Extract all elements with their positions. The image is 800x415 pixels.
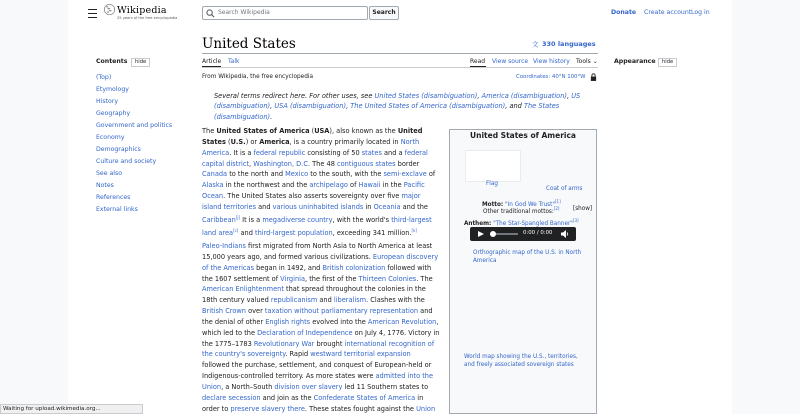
create-account-link[interactable]: Create account: [644, 9, 692, 16]
donate-link[interactable]: Donate: [611, 9, 637, 16]
toc-item-government[interactable]: Government and politics: [96, 122, 173, 129]
languages-button[interactable]: 330 languages: [542, 40, 596, 48]
link-liberalism[interactable]: liberalism: [333, 296, 367, 305]
main-menu-icon[interactable]: [88, 9, 97, 20]
hatnote-link-tusa[interactable]: The United States of America (disambiguation): [350, 102, 506, 111]
toc-item-geography[interactable]: Geography: [96, 110, 131, 117]
tabs-divider: [202, 67, 598, 68]
link-recognition[interactable]: international recognition of the country's sovereignty: [202, 339, 435, 359]
link-european-discovery[interactable]: European discovery of the Americas: [202, 252, 439, 272]
link-alaska[interactable]: Alaska: [202, 181, 224, 190]
wikipedia-globe-logo-icon[interactable]: [103, 3, 116, 16]
link-archipelago[interactable]: archipelago: [309, 181, 348, 190]
toc-item-notes[interactable]: Notes: [96, 182, 114, 189]
link-paleo-indians[interactable]: Paleo-Indians: [202, 242, 246, 250]
left-gutter: [0, 0, 68, 414]
link-federal-capital-district[interactable]: federal capital district: [202, 148, 428, 168]
link-washington-dc[interactable]: Washington, D.C.: [253, 159, 311, 168]
link-states[interactable]: states: [361, 148, 382, 157]
lead-paragraph-2: Paleo-Indians first migrated from North Asia to North America at least 15,000 years ago, and formed various civilizations. European discovery of the Americas began in 1492, and British colonization followed with the 1607 settlement of Virginia, the first of the Thirteen Colonies. The American Enlightenment that spread throughout the colonies in the 18th century valued republicanism and liberalism. Clashes with the British Crown over taxation without parliamentary representation and the denial of other English rights evolved into the American Revolution, which led to the Declaration of Independence on July 4, 1776. Victory in the 1775–1783 Revolutionary War brought international recognition of the country's sovereignty. Rapid westward territorial expansion followed the purchase, settlement, and conquest of European-held or Indigenous-controlled territory. As more states were admitted into the Union, a North–South division over slavery led 11 Southern states to declare secession and join as the Confederate States of America in order to preserve slavery there. These states fought against the Union: [202, 242, 440, 413]
link-declaration[interactable]: Declaration of Independence: [257, 328, 353, 337]
link-north-america[interactable]: North America: [202, 137, 420, 157]
link-thirteen-colonies[interactable]: Thirteen Colonies: [358, 274, 417, 283]
link-american-revolution[interactable]: American Revolution: [367, 317, 437, 326]
toc-item-see-also[interactable]: See also: [96, 170, 123, 177]
tab-article[interactable]: [202, 58, 221, 65]
link-third-largest-population[interactable]: third-largest population: [254, 228, 333, 237]
anthem-link[interactable]: "The Star-Spangled Banner": [493, 220, 573, 227]
title-divider: [202, 53, 598, 54]
right-gutter: [732, 0, 800, 414]
coordinates-link[interactable]: Coordinates: 40°N 100°W: [516, 74, 586, 80]
link-hawaii[interactable]: Hawaii: [358, 181, 381, 190]
toc-item-demographics[interactable]: Demographics: [96, 146, 141, 153]
toc-item-references[interactable]: References: [96, 194, 131, 201]
link-preserve-slavery[interactable]: preserve slavery there: [230, 404, 305, 413]
hatnote-link-us[interactable]: United States (disambiguation): [374, 92, 478, 100]
footnote-c[interactable]: [c]: [233, 227, 239, 233]
hatnote-and: and: [509, 102, 522, 111]
browser-status-bar: Waiting for upload.wikimedia.org...: [0, 404, 143, 414]
search-icon: [206, 9, 215, 18]
search-button[interactable]: Search: [369, 6, 399, 20]
link-british-colonization[interactable]: British colonization: [322, 263, 386, 272]
show-mottos-toggle[interactable]: [show]: [573, 206, 593, 212]
toc-item-etymology[interactable]: Etymology: [96, 86, 129, 93]
tab-article-label: Article: [202, 58, 222, 65]
link-caribbean[interactable]: Caribbean: [202, 215, 236, 224]
appearance-title: Appearance: [614, 58, 656, 65]
from-wikipedia: From Wikipedia, the free encyclopedia: [202, 74, 314, 80]
toc-hide-button[interactable]: hide: [131, 58, 150, 67]
play-icon[interactable]: [478, 231, 484, 237]
page-title: United States: [202, 36, 296, 52]
tools-label: Tools: [576, 58, 591, 65]
link-oceania[interactable]: Oceania: [373, 202, 401, 211]
toc-item-economy[interactable]: Economy: [96, 134, 125, 141]
anthem-row: Anthem: "The Star-Spangled Banner"[3]: [464, 218, 579, 227]
infobox-title: United States of America: [470, 131, 576, 140]
toc-item-culture[interactable]: Culture and society: [96, 158, 157, 165]
appearance-hide-button[interactable]: hide: [658, 58, 677, 67]
link-virginia[interactable]: Virginia: [280, 274, 306, 283]
tab-view-history[interactable]: View history: [533, 58, 570, 65]
other-mottos: Other traditional mottos:[2]: [483, 206, 560, 215]
toc-item-top[interactable]: (Top): [96, 74, 112, 81]
motto-row: Motto: "In God We Trust"[1]: [482, 199, 561, 208]
link-uninhabited-islands[interactable]: various uninhabited islands: [272, 202, 364, 211]
motto-link[interactable]: "In God We Trust": [505, 201, 555, 208]
link-union[interactable]: Union: [416, 404, 436, 413]
hatnote: Several terms redirect here. For other uses, see United States (disambiguation), America (disambiguation), US (disambiguation), USA (disambiguation), The United States of America (disambiguation), and The States (disambiguation).: [214, 92, 581, 121]
link-semi-exclave[interactable]: semi-exclave: [383, 170, 427, 179]
link-mexico[interactable]: Mexico: [285, 170, 309, 179]
footnote-k[interactable]: [k]: [411, 227, 417, 233]
link-westward-expansion[interactable]: westward territorial expansion: [310, 350, 411, 359]
wikipedia-tagline: 25 years of the free encyclopedia: [117, 16, 178, 20]
link-declare-secession[interactable]: declare secession: [202, 393, 261, 402]
volume-icon[interactable]: [561, 230, 569, 238]
search-placeholder: Search Wikipedia: [218, 8, 270, 16]
world-map-caption[interactable]: World map showing the U.S., territories, and freely associated sovereign states: [464, 354, 578, 368]
svg-text:文: 文: [532, 40, 539, 48]
link-confederate-states[interactable]: Confederate States of America: [313, 393, 416, 402]
hatnote-lead: Several terms redirect here. For other uses, see: [214, 92, 375, 100]
tools-menu[interactable]: [576, 58, 598, 65]
tab-view-source[interactable]: View source: [492, 58, 529, 65]
link-pacific-ocean[interactable]: Pacific Ocean: [202, 181, 425, 201]
link-british-crown[interactable]: British Crown: [202, 307, 246, 316]
audio-time: 0:00 / 0:00: [523, 230, 553, 236]
tab-talk[interactable]: Talk: [228, 58, 240, 65]
coat-of-arms-caption[interactable]: Coat of arms: [546, 186, 583, 192]
lead-paragraph-1: The United States of America (USA), also known as the United States (U.S.) or America, is a country primarily located in North America. It is a federal republic consisting of 50 states and a federal capital district, Washington, D.C. The 48 contiguous states border Canada to the north and Mexico to the south, with the semi-exclave of Alaska in the northwest and the archipelago of Hawaii in the Pacific Ocean. The United States also asserts sovereignty over five major island territories and various uninhabited islands in Oceania and the Caribbean[j] It is a megadiverse country, with the world's third-largest land area[c] and third-largest population, exceeding 341 million.[k]: [202, 127, 436, 237]
link-third-largest-land-area[interactable]: third-largest land area: [202, 215, 432, 237]
hatnote-link-us-dab[interactable]: US (disambiguation): [214, 92, 581, 111]
log-in-link[interactable]: Log in: [691, 9, 710, 16]
tab-read[interactable]: Read: [470, 58, 486, 65]
footnote-j[interactable]: [j]: [235, 214, 241, 220]
link-contiguous-states[interactable]: contiguous states: [337, 159, 396, 168]
language-icon: [532, 40, 540, 48]
hatnote-link-america[interactable]: America (disambiguation): [481, 92, 567, 100]
lock-icon: [590, 73, 597, 81]
link-taxation[interactable]: taxation without parliamentary representation: [264, 307, 419, 316]
orthographic-map-caption[interactable]: Orthographic map of the U.S. in North America: [473, 250, 582, 264]
link-major-island-territories[interactable]: major island territories: [202, 192, 421, 211]
link-federal-republic[interactable]: federal republic: [253, 148, 306, 157]
hatnote-link-the-states[interactable]: The States (disambiguation): [214, 102, 560, 121]
link-division-over-slavery[interactable]: division over slavery: [274, 382, 343, 391]
toc-item-external-links[interactable]: External links: [96, 206, 138, 213]
link-admitted-union[interactable]: admitted into the Union: [202, 372, 434, 391]
flag-image[interactable]: [465, 150, 521, 182]
hatnote-link-usa[interactable]: USA (disambiguation): [274, 102, 347, 111]
wikipedia-wordmark[interactable]: Wikipedia: [117, 5, 167, 16]
toc-item-history[interactable]: History: [96, 98, 119, 105]
link-canada[interactable]: Canada: [202, 170, 228, 179]
link-megadiverse[interactable]: megadiverse country: [262, 215, 333, 224]
audio-scrubber[interactable]: [490, 231, 496, 237]
flag-caption[interactable]: Flag: [486, 181, 498, 187]
toc-title: Contents: [96, 58, 128, 65]
link-american-enlightenment[interactable]: American Enlightenment: [202, 285, 284, 294]
link-revolutionary-war[interactable]: Revolutionary War: [253, 339, 315, 348]
link-english-rights[interactable]: English rights: [265, 317, 311, 326]
link-republicanism[interactable]: republicanism: [270, 296, 318, 305]
chevron-down-icon: ⌄: [592, 58, 598, 65]
